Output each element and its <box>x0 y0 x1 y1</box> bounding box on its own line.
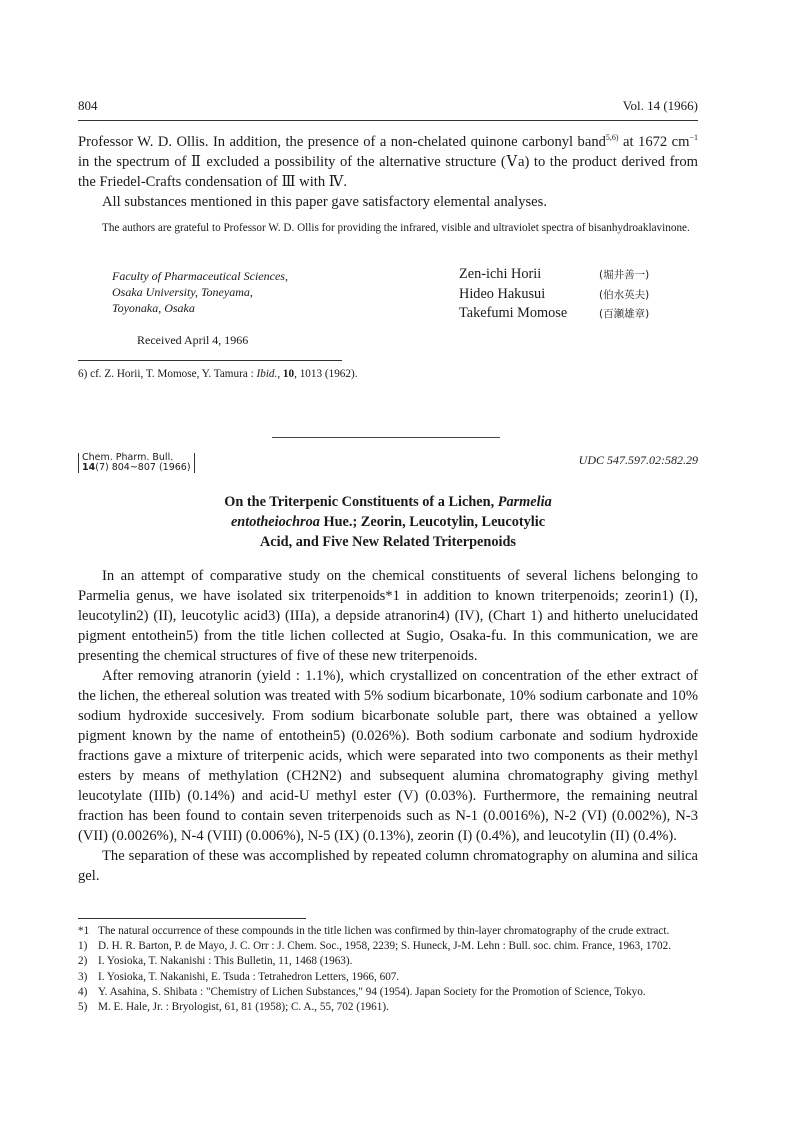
body-paragraph-1: In an attempt of comparative study on the chemical constituents of several lichens belonging to Parmelia genus, we have isolated six triterpenoids*1 in addition to known triterpenoids; zeorin1) (I), leucotylin2) (II), leucotylic acid3) (IIIa), a depside atranorin4) (IV), (Chart 1) and hitherto unelucidated pigment entothein5) from the title lichen collected at Sugio, Osaka-fu. In this communication, we are presenting the chemical structures of five of these new triterpenoids. <box>78 568 698 664</box>
footnote: 2) I. Yosioka, T. Nakanishi : This Bulletin, 11, 1468 (1963). <box>78 955 353 968</box>
body-paragraph-3: The separation of these was accomplished by repeated column chromatography on alumina and silica gel. <box>78 848 698 884</box>
header-rule <box>78 120 698 121</box>
top-footnote: 6) cf. Z. Horii, T. Momose, Y. Tamura : Ibid., 10, 1013 (1962). <box>78 368 358 380</box>
author-row: Hideo Hakusui (伯水英夫) <box>459 285 650 302</box>
footnotes-rule <box>78 918 306 919</box>
footnote: 4) Y. Asahina, S. Shibata : "Chemistry of Lichen Substances," 94 (1954). Japan Society for the Promotion of Science, Tokyo. <box>78 985 646 998</box>
footnotes <box>78 924 698 1015</box>
section-divider <box>272 437 500 438</box>
continuation-paragraph: Professor W. D. Ollis. In addition, the presence of a non-chelated quinone carbonyl band$^{5,6)}$ at 1672 $cm^{-1}$ in the spectrum of Ⅱ excluded a possibility of the alternative structure (Ⅴa) to the product derived from the Friedel-Crafts condensation of Ⅲ with Ⅳ. <box>78 133 698 190</box>
citation-box: Chem. Pharm. Bull. 14(7) 804~807 (1966) <box>78 453 195 473</box>
footnote-rule <box>78 360 342 361</box>
author-row: Takefumi Momose (百瀬雄章) <box>459 305 650 321</box>
acknowledgement: The authors are grateful to Professor W. D. Ollis for providing the infrared, visible and ultraviolet spectra of bisanhydroaklavinone. <box>102 221 690 234</box>
received-date: Received April 4, 1966 <box>137 333 249 347</box>
footnote: 1) D. H. R. Barton, P. de Mayo, J. C. Orr : J. Chem. Soc., 1958, 2239; S. Huneck, J-M. Lehn : Bull. soc. chim. France, 1963, 1702. <box>78 940 672 953</box>
journal-volume: Vol. 14 (1966) <box>622 98 698 113</box>
article-title: On the Triterpenic Constituents of a Lichen, Parmelia entotheiochroa Hue.; Zeorin, Leucotylin, Leucotylic Acid, and Five New Related Triterpenoids <box>224 494 552 550</box>
body-paragraph-2: After removing atranorin (yield : 1.1%), which crystallized on concentration of the ether extract of the lichen, the ethereal solution was treated with 5% sodium bicarbonate, 10% sodium carbonate and 10% sodium hydroxide succesively. From sodium bicarbonate soluble part, there was obtained a yellow pigment known by the name of entothein5) (0.026%). Both sodium carbonate and sodium hydroxide fractions gave a mixture of triterpenic acids, which were separated into two components as their methyl esters by means of methylation (CH2N2) and subsequent alumina chromatography giving methyl leucotylate (IIIb) (0.14%) and acid-U methyl ester (V) (0.03%). Furthermore, the remaining neutral fraction has been found to contain seven triterpenoids such as N-1 (0.0016%), N-2 (VI) (0.002%), N-3 (VII) (0.0026%), N-4 (VIII) (0.006%), N-5 (IX) (0.13%), zeorin (I) (0.4%), and leucotylin (II) (0.4%). <box>78 668 698 844</box>
page-number: 804 <box>78 98 98 113</box>
footnote: *1 The natural occurrence of these compounds in the title lichen was confirmed by thin-layer chromatography of the crude extract. <box>78 925 670 937</box>
elemental-analysis-paragraph: All substances mentioned in this paper gave satisfactory elemental analyses. <box>102 193 547 210</box>
author-row: Zen-ichi Horii (堀井善一) <box>459 266 650 282</box>
affiliation: Faculty of Pharmaceutical Sciences, Osaka University, Toneyama, Toyonaka, Osaka <box>112 269 288 315</box>
article-body <box>78 566 698 886</box>
top-continuation <box>78 128 698 236</box>
author-list <box>459 265 649 324</box>
footnote: 5) M. E. Hale, Jr. : Bryologist, 61, 81 (1958); C. A., 55, 702 (1961). <box>78 1001 389 1014</box>
udc-code: UDC 547.597.02:582.29 <box>578 453 698 467</box>
footnote: 3) I. Yosioka, T. Nakanishi, E. Tsuda : Tetrahedron Letters, 1966, 607. <box>78 970 400 983</box>
